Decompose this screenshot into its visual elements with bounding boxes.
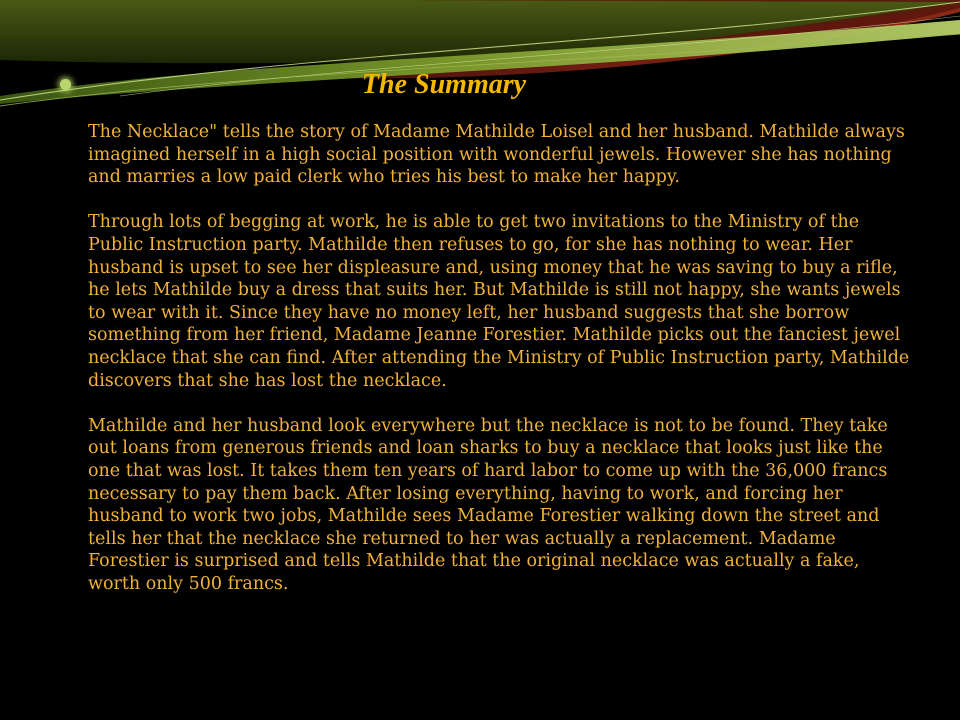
summary-paragraph-1: The Necklace" tells the story of Madame Mathilde Loisel and her husband. Mathilde always imagined herself in a high social position with wonderful jewels. However she has nothing and marries a low paid clerk who tries his best to make her happy.	[88, 122, 905, 188]
slide-title: The Summary	[361, 69, 527, 100]
summary-body	[88, 121, 910, 618]
summary-paragraph-3: Mathilde and her husband look everywhere but the necklace is not to be found. They take out loans from generous friends and loan sharks to buy a necklace that looks just like the one that was lost. It takes them ten years of hard labor to come up with the 36,000 francs necessary to pay them back. After losing everything, having to work, and forcing her husband to work two jobs, Mathilde sees Madame Forestier walking down the street and tells her that the necklace she returned to her was actually a replacement. Madame Forestier is surprised and tells Mathilde that the original necklace was actually a fake, worth only 500 francs.	[88, 415, 888, 594]
summary-paragraph-2: Through lots of begging at work, he is able to get two invitations to the Ministry of the Public Instruction party. Mathilde then refuses to go, for she has nothing to wear. Her husband is upset to see her displeasure and, using money that he was saving to buy a rifle, he lets Mathilde buy a dress that suits her. But Mathilde is still not happy, she wants jewels to wear with it. Since they have no money left, her husband suggests that she borrow something from her friend, Madame Jeanne Forestier. Mathilde picks out the fanciest jewel necklace that she can find. After attending the Ministry of Public Instruction party, Mathilde discovers that she has lost the necklace.	[88, 212, 910, 391]
